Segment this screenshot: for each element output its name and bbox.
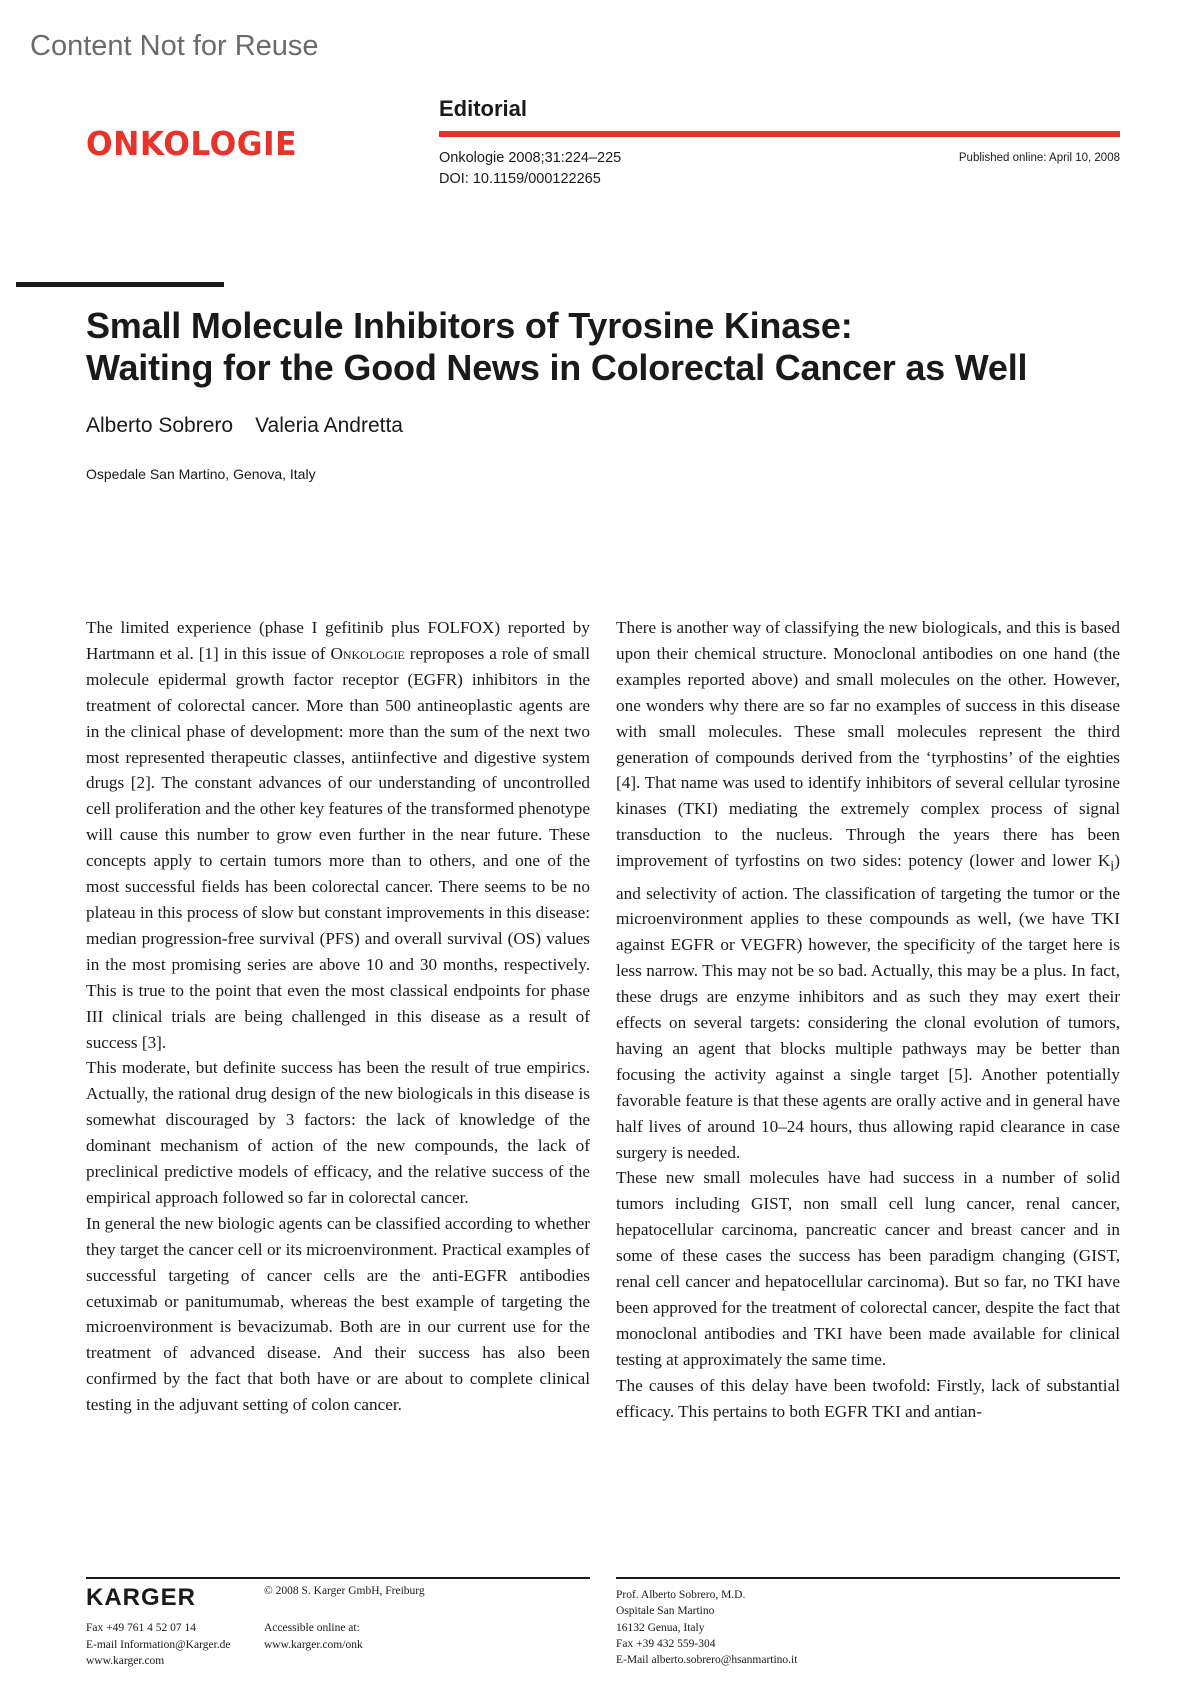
address-line: Ospitale San Martino [616, 1605, 715, 1618]
address-line: 16132 Genua, Italy [616, 1621, 705, 1634]
body-column-right [616, 615, 1120, 1425]
subscript: i [1110, 858, 1115, 875]
section-label: Editorial [439, 96, 528, 121]
author-1: Alberto Sobrero [86, 414, 234, 437]
header-rule [439, 131, 1120, 137]
text-run: ) and selectivity of action. The classification of targeting the tumor or the microenvironment applies to these compounds as well, (we have TKI against EGFR or VEGFR) however, the specificity of the target here is less narrow. This may not be so bad. Actually, this may be a plus. In fact, these drugs are enzyme inhibitors and as such they may exert their effects on several targets: considering the clonal evolution of tumors, having an agent that blocks multiple pathways may be better than focusing the activity against a single target [5]. Another potentially favorable feature is that these agents are orally active and in general have half lives of around 10–24 hours, thus allowing rapid clearance in case surgery is needed. [616, 851, 1120, 1162]
text-run: reproposes a role of small molecule epidermal growth factor receptor (EGFR) inhibitors in the treatment of colorectal cancer. More than 500 antineoplastic agents are in the clinical phase of development: more than the sum of the next two most represented therapeutic classes, antiinfective and digestive system drugs [2]. The constant advances of our understanding of uncontrolled cell proliferation and the other key features of the transformed phenotype will cause this number to grow even further in the near future. These concepts apply to certain tumors more than to others, and one of the most successful fields has been colorectal cancer. There seems to be no plateau in this process of slow but constant improvements in this disease: median progression-free survival (PFS) and overall survival (OS) values in the most promising series are above 10 and 30 months, respectively. This is true to the point that even the most classical endpoints for phase III clinical trials are being challenged in this disease as a result of success [3]. [86, 643, 590, 1052]
publisher-logo: KARGER [86, 1584, 197, 1611]
copyright: © 2008 S. Karger GmbH, Freiburg [264, 1585, 425, 1597]
body-column-left [86, 615, 590, 1418]
online-access [264, 1620, 363, 1653]
paragraph: In general the new biologic agents can be classified according to whether they target the cancer cell or its microenvironment. Practical examples of successful targeting of cancer cells are the anti-EGFR antibodies cetuximab or panitumumab, whereas the best example of targeting the microenvironment is bevacizumab. Both are in our current use for the treatment of advanced disease. And their success has also been confirmed by the fact that both have or are about to complete clinical testing in the adjuvant setting of colon cancer. [86, 1213, 590, 1415]
text-run: The limited experience (phase I gefitinib plus FOLFOX) reported by Hartmann et al. [1] in this issue of [86, 618, 590, 663]
title-rule [16, 282, 224, 287]
journal-logo: ONKOLOGIE [86, 124, 298, 163]
published-date: Published online: April 10, 2008 [958, 152, 1120, 164]
paragraph: These new small molecules have had success in a number of solid tumors including GIST, non small cell lung cancer, renal cancer, hepatocellular carcinoma, pancreatic cancer and breast cancer and in some of these cases the success has been paradigm changing (GIST, renal cell cancer and hepatocellular carcinoma). But so far, no TKI have been approved for the treatment of colorectal cancer, despite the fact that monoclonal antibodies and TKI have been made available for clinical testing at approximately the same time. [616, 1168, 1120, 1369]
footer-rule [616, 1577, 1120, 1579]
affiliation: Ospedale San Martino, Genova, Italy [86, 466, 316, 482]
doi: DOI: 10.1159/000122265 [439, 171, 601, 187]
watermark: Content Not for Reuse [30, 30, 319, 62]
contact-website: www.karger.com [86, 1655, 165, 1667]
journal-name: Onkologie [330, 643, 405, 663]
online-url: www.karger.com/onk [264, 1638, 363, 1651]
authors [86, 414, 403, 438]
online-label: Accessible online at: [264, 1622, 360, 1634]
paragraph: The causes of this delay have been twofold: Firstly, lack of substantial efficacy. This pertains to both EGFR TKI and antian- [616, 1375, 1120, 1421]
paragraph: This moderate, but definite success has been the result of true empirics. Actually, the rational drug design of the new biologicals in this disease is somewhat discouraged by 3 factors: the lack of knowledge of the dominant mechanism of action of the new compounds, the lack of preclinical predictive models of efficacy, and the relative success of the empirical approach followed so far in colorectal cancer. [86, 1058, 590, 1207]
address-line: Fax +39 432 559-304 [616, 1637, 716, 1650]
correspondence-address [616, 1587, 797, 1668]
citation-block [439, 148, 621, 190]
title-line-1: Small Molecule Inhibitors of Tyrosine Kinase: [86, 305, 853, 346]
address-line: Prof. Alberto Sobrero, M.D. [616, 1589, 746, 1601]
footer-rule [86, 1577, 590, 1579]
text-run: There is another way of classifying the new biologicals, and this is based upon their chemical structure. Monoclonal antibodies on one hand (the examples reported above) and small molecules on the other. However, one wonders why there are so far no examples of success in this disease with small molecules. These small molecules represent the third generation of compounds derived from the ‘tyrphostins’ of the eighties [4]. That name was used to identify inhibitors of several cellular tyrosine kinases (TKI) mediating the extremely complex process of signal transduction to the nucleus. Through the years there has been improvement of tyrfostins on two sides: potency (lower and lower K [616, 618, 1120, 871]
citation: Onkologie 2008;31:224–225 [439, 150, 622, 166]
article-title [86, 305, 1027, 389]
title-line-2: Waiting for the Good News in Colorectal Cancer as Well [86, 347, 1028, 388]
contact-fax: Fax +49 761 4 52 07 14 [86, 1622, 196, 1634]
author-2: Valeria Andretta [255, 414, 403, 437]
contact-email: E-mail Information@Karger.de [86, 1638, 231, 1651]
address-line: E-Mail alberto.sobrero@hsanmartino.it [616, 1654, 798, 1667]
paragraph [86, 615, 590, 1055]
publisher-contact [86, 1620, 231, 1670]
paragraph [616, 615, 1120, 1165]
